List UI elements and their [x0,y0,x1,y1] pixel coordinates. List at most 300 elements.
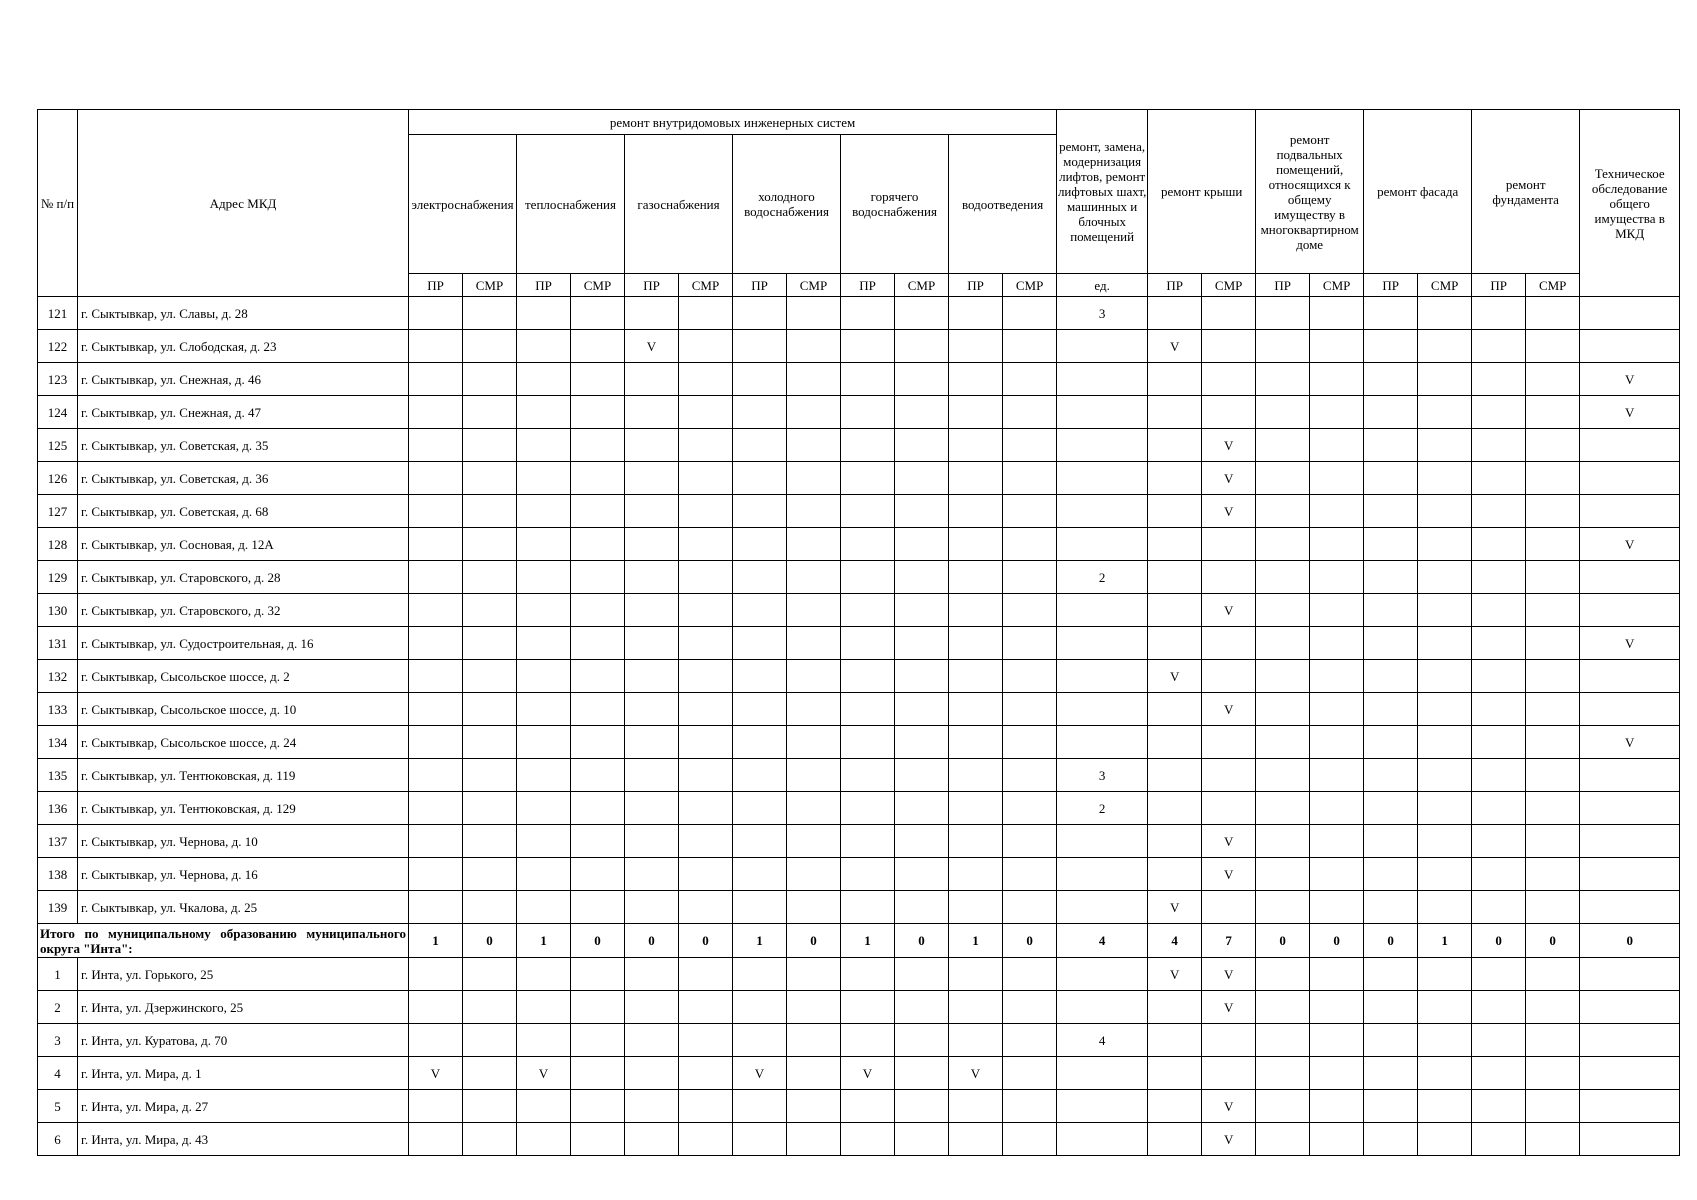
row-cell [1364,1090,1418,1123]
row-cell [1148,858,1202,891]
row-cell [679,297,733,330]
row-cell [409,825,463,858]
row-cell [733,891,787,924]
row-cell [949,627,1003,660]
row-cell [733,528,787,561]
row-cell [1526,396,1580,429]
row-cell [1418,495,1472,528]
row-cell [733,627,787,660]
row-cell [1148,693,1202,726]
row-cell [841,660,895,693]
header-smr: СМР [1310,274,1364,297]
row-cell [787,858,841,891]
row-cell [1526,759,1580,792]
row-cell [463,891,517,924]
row-number: 122 [38,330,78,363]
row-cell [679,1090,733,1123]
row-cell [1057,825,1148,858]
row-cell: V [1202,825,1256,858]
row-cell [841,429,895,462]
row-cell [1003,891,1057,924]
row-cell [949,991,1003,1024]
row-cell [1364,693,1418,726]
row-cell [1580,495,1680,528]
row-cell [517,330,571,363]
row-cell [679,561,733,594]
row-cell [571,462,625,495]
row-cell [1418,660,1472,693]
row-cell [571,891,625,924]
row-cell [1472,858,1526,891]
row-number: 3 [38,1024,78,1057]
table-row [38,330,1680,363]
capital-repair-table [37,109,1680,1156]
row-cell [1310,693,1364,726]
row-cell: V [1580,726,1680,759]
table-row [38,1123,1680,1156]
row-cell [841,693,895,726]
header-pr: ПР [949,274,1003,297]
row-cell [1148,396,1202,429]
row-cell [895,759,949,792]
row-cell [517,858,571,891]
row-cell [1148,792,1202,825]
row-cell [895,495,949,528]
row-cell [1310,330,1364,363]
row-cell [517,660,571,693]
row-cell [679,726,733,759]
table-row [38,297,1680,330]
row-cell [409,1123,463,1156]
row-cell [1310,726,1364,759]
header-system-heating: теплоснабжения [517,135,625,274]
row-cell [1472,627,1526,660]
row-cell [1418,594,1472,627]
row-cell [1310,1123,1364,1156]
row-cell [1057,462,1148,495]
row-cell [787,297,841,330]
row-number: 138 [38,858,78,891]
row-number: 125 [38,429,78,462]
table-row [38,528,1680,561]
row-cell [679,891,733,924]
row-cell: 3 [1057,759,1148,792]
row-number: 121 [38,297,78,330]
row-cell [1003,363,1057,396]
row-cell [1057,1123,1148,1156]
row-cell [679,528,733,561]
row-cell [1057,991,1148,1024]
header-system-cold-water: холодного водоснабжения [733,135,841,274]
table-row [38,792,1680,825]
row-cell [1310,1057,1364,1090]
row-cell [895,825,949,858]
row-cell [1418,1123,1472,1156]
table-row [38,958,1680,991]
row-cell [1057,891,1148,924]
row-cell [1256,396,1310,429]
row-cell [1418,1024,1472,1057]
row-cell [1256,363,1310,396]
row-cell [1526,297,1580,330]
row-cell [409,594,463,627]
row-cell [733,660,787,693]
row-cell [949,759,1003,792]
row-cell [463,297,517,330]
header-pr: ПР [1256,274,1310,297]
row-cell [463,363,517,396]
row-cell [1003,462,1057,495]
row-cell [1472,1090,1526,1123]
row-cell [1057,1057,1148,1090]
row-cell [1148,297,1202,330]
row-cell [571,561,625,594]
row-cell [1148,726,1202,759]
row-cell [733,363,787,396]
row-number: 130 [38,594,78,627]
row-cell [1057,958,1148,991]
row-cell [1418,429,1472,462]
row-cell [1310,660,1364,693]
row-cell [1256,660,1310,693]
header-roof: ремонт крыши [1148,110,1256,274]
row-number: 139 [38,891,78,924]
row-cell [1256,1123,1310,1156]
row-cell [409,429,463,462]
row-cell [409,363,463,396]
row-cell [571,1024,625,1057]
row-cell [463,429,517,462]
row-cell [1202,891,1256,924]
row-cell [571,396,625,429]
row-cell [733,561,787,594]
row-cell [895,363,949,396]
row-cell [949,297,1003,330]
row-cell [733,429,787,462]
row-address: г. Сыктывкар, ул. Чернова, д. 10 [78,825,409,858]
row-cell [895,1024,949,1057]
row-cell [1310,429,1364,462]
header-pr: ПР [841,274,895,297]
row-cell [895,991,949,1024]
row-cell [1418,958,1472,991]
row-cell [1526,429,1580,462]
row-cell [463,1057,517,1090]
row-cell [463,462,517,495]
row-cell: V [625,330,679,363]
row-cell [1310,858,1364,891]
row-cell [1418,363,1472,396]
row-cell [787,958,841,991]
row-cell [409,627,463,660]
row-cell [949,891,1003,924]
row-cell [1418,891,1472,924]
row-cell [1057,627,1148,660]
row-cell [1148,1123,1202,1156]
row-cell [571,858,625,891]
row-cell [625,693,679,726]
table-row [38,594,1680,627]
row-cell [895,297,949,330]
table-row [38,429,1680,462]
row-cell [1364,891,1418,924]
row-cell [787,594,841,627]
row-cell [679,330,733,363]
row-cell [517,627,571,660]
row-cell [1472,958,1526,991]
row-cell: V [1202,991,1256,1024]
row-cell [1256,462,1310,495]
row-cell [895,528,949,561]
row-cell [463,759,517,792]
row-cell [679,462,733,495]
row-cell: V [1580,528,1680,561]
row-cell [1364,495,1418,528]
row-cell: V [1580,396,1680,429]
row-cell [1148,594,1202,627]
row-cell [787,528,841,561]
row-cell [409,991,463,1024]
row-cell [733,396,787,429]
row-number: 133 [38,693,78,726]
row-cell [841,627,895,660]
row-cell [1364,627,1418,660]
row-cell [1310,594,1364,627]
row-cell [733,759,787,792]
row-cell: 3 [1057,297,1148,330]
row-address: г. Сыктывкар, ул. Тентюковская, д. 119 [78,759,409,792]
header-basement: ремонт подвальных помещений, относящихся к общему имуществу в многоквартирном доме [1256,110,1364,274]
row-cell [517,825,571,858]
row-cell [1364,726,1418,759]
header-address: Адрес МКД [78,110,409,297]
row-number: 127 [38,495,78,528]
row-cell [409,1024,463,1057]
row-cell [841,726,895,759]
row-cell [787,991,841,1024]
row-cell [679,792,733,825]
row-address: г. Сыктывкар, Сысольское шоссе, д. 2 [78,660,409,693]
row-number: 6 [38,1123,78,1156]
row-cell [949,1123,1003,1156]
row-cell: V [1202,1123,1256,1156]
row-cell [1057,528,1148,561]
row-cell [1148,1090,1202,1123]
row-cell [679,660,733,693]
row-address: г. Сыктывкар, ул. Старовского, д. 32 [78,594,409,627]
row-cell [1256,958,1310,991]
row-cell [625,528,679,561]
row-cell [1580,561,1680,594]
row-cell [1148,561,1202,594]
row-cell [949,429,1003,462]
row-cell [625,462,679,495]
header-facade: ремонт фасада [1364,110,1472,274]
row-cell [949,363,1003,396]
row-cell [1148,363,1202,396]
table-row [38,627,1680,660]
row-cell [1148,991,1202,1024]
row-cell [517,561,571,594]
row-cell [625,594,679,627]
row-cell [1364,396,1418,429]
row-cell [1003,396,1057,429]
row-cell [1526,726,1580,759]
row-cell [1057,495,1148,528]
row-address: г. Сыктывкар, Сысольское шоссе, д. 24 [78,726,409,759]
row-cell [517,429,571,462]
row-address: г. Сыктывкар, ул. Славы, д. 28 [78,297,409,330]
row-cell [1472,495,1526,528]
row-address: г. Сыктывкар, ул. Советская, д. 36 [78,462,409,495]
row-cell [571,726,625,759]
row-cell [733,991,787,1024]
row-cell [571,660,625,693]
row-cell [1580,1123,1680,1156]
row-cell [949,1090,1003,1123]
row-cell [949,825,1003,858]
row-cell [841,363,895,396]
row-cell [1418,825,1472,858]
row-cell [1310,1024,1364,1057]
row-address: г. Сыктывкар, ул. Снежная, д. 47 [78,396,409,429]
row-cell [1003,330,1057,363]
row-cell [1526,495,1580,528]
row-cell [1003,792,1057,825]
row-cell [1310,495,1364,528]
row-cell [1256,858,1310,891]
row-cell: V [1148,891,1202,924]
row-cell [1364,991,1418,1024]
row-cell [409,726,463,759]
row-cell: V [1202,429,1256,462]
row-cell [1202,528,1256,561]
row-cell [517,792,571,825]
row-cell [1364,1057,1418,1090]
row-cell [1472,726,1526,759]
row-cell [733,858,787,891]
row-cell: V [409,1057,463,1090]
row-cell [1202,1057,1256,1090]
header-pr: ПР [625,274,679,297]
row-cell [787,792,841,825]
header-inspection: Техническое обследование общего имущества в МКД [1580,110,1680,297]
row-cell [1310,825,1364,858]
row-cell [1003,759,1057,792]
row-number: 126 [38,462,78,495]
row-cell [1003,429,1057,462]
row-cell [625,396,679,429]
row-cell [1256,726,1310,759]
row-cell [841,759,895,792]
row-cell [1472,1123,1526,1156]
row-cell [1526,1090,1580,1123]
row-cell [733,726,787,759]
row-cell [679,825,733,858]
row-cell [625,825,679,858]
row-cell [1364,825,1418,858]
row-cell [1472,792,1526,825]
row-cell [949,330,1003,363]
row-cell [1057,858,1148,891]
row-cell [1310,297,1364,330]
header-pr: ПР [1148,274,1202,297]
row-cell [625,429,679,462]
row-cell [463,792,517,825]
row-cell [841,958,895,991]
row-cell [1526,330,1580,363]
row-cell [1364,1024,1418,1057]
row-number: 1 [38,958,78,991]
row-cell [571,495,625,528]
row-cell [1526,363,1580,396]
row-cell [517,363,571,396]
row-cell [679,429,733,462]
row-cell: V [841,1057,895,1090]
row-cell [1418,726,1472,759]
row-cell [625,495,679,528]
row-cell [1418,693,1472,726]
row-cell [895,1057,949,1090]
row-cell [1580,1057,1680,1090]
row-cell [949,396,1003,429]
row-cell [463,660,517,693]
row-cell [895,1090,949,1123]
row-cell [1256,693,1310,726]
row-cell [895,594,949,627]
row-cell [409,792,463,825]
row-cell [1057,693,1148,726]
row-cell [463,825,517,858]
row-cell [1472,363,1526,396]
row-cell: 4 [1057,1024,1148,1057]
row-cell [409,660,463,693]
header-smr: СМР [679,274,733,297]
row-cell [571,759,625,792]
row-cell [1256,1090,1310,1123]
header-system-drainage: водоотведения [949,135,1057,274]
row-cell [1472,396,1526,429]
row-address: г. Сыктывкар, ул. Снежная, д. 46 [78,363,409,396]
header-pr: ПР [1472,274,1526,297]
row-cell [1057,1090,1148,1123]
row-cell [1256,495,1310,528]
row-cell [1526,858,1580,891]
row-cell [1364,858,1418,891]
row-cell [1310,759,1364,792]
row-cell [679,858,733,891]
row-cell [1057,594,1148,627]
row-cell [1202,363,1256,396]
row-cell [733,1090,787,1123]
row-cell [895,627,949,660]
row-cell [1526,1123,1580,1156]
row-cell [625,1090,679,1123]
row-cell [463,396,517,429]
row-cell [409,759,463,792]
table-body [38,297,1680,924]
row-cell [1364,363,1418,396]
row-cell [1580,991,1680,1024]
row-cell [1256,991,1310,1024]
row-cell [1472,594,1526,627]
row-number: 132 [38,660,78,693]
row-cell [1364,528,1418,561]
row-cell [1526,825,1580,858]
header-smr: СМР [463,274,517,297]
table-row [38,363,1680,396]
row-cell [625,991,679,1024]
